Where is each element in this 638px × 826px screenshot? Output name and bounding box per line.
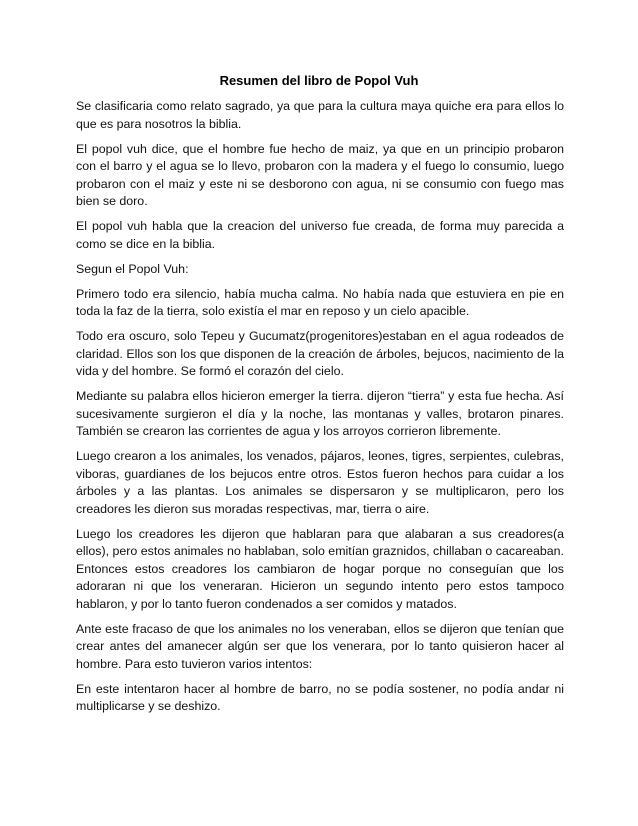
paragraph-tierra: Mediante su palabra ellos hicieron emerger la tierra. dijeron “tierra” y esta fue hecha. Así sucesivamente surgieron el día y la noche, las montanas y valles, brotaron pinares. También se crearon las corrientes de agua y los arroyos corrieron libremente. xyxy=(76,389,564,438)
paragraph-hablar: Luego los creadores les dijeron que hablaran para que alabaran a sus creadores(a ellos), pero estos animales no hablaban, solo emitían graznidos, chillaban o cacareaban. Entonces estos creadores los cambiaron de hogar porque no conseguían que los adoraran ni que los veneraran. Hicieron un segundo intento pero estos tampoco hablaron, y por lo tanto fueron condenados a ser comidos y matados. xyxy=(76,526,564,611)
paragraph-silencio: Primero todo era silencio, había mucha calma. No había nada que estuviera en pie en toda la faz de la tierra, solo existía el mar en reposo y un cielo apacible. xyxy=(76,286,564,318)
paragraph-barro: En este intentaron hacer al hombre de barro, no se podía sostener, no podía andar ni multiplicarse y se deshizo. xyxy=(76,681,564,713)
paragraph-fracaso: Ante este fracaso de que los animales no los veneraban, ellos se dijeron que tenían que crear antes del amanecer algún ser que los venerara, por lo tanto quisieron hacer al hombre. Para esto tuvieron varios intentos: xyxy=(76,621,564,671)
document-body xyxy=(76,98,564,723)
paragraph-hombre-de-maiz: El popol vuh dice, que el hombre fue hecho de maiz, ya que en un principio probaron con el barro y el agua se lo llevo, probaron con la madera y el fuego lo consumio, luego probaron con el maiz y este ni se desborono con agua, ni se consumio con fuego mas bien se doro. xyxy=(76,141,564,208)
paragraph-creacion-universo: El popol vuh habla que la creacion del universo fue creada, de forma muy parecida a como se dice en la biblia. xyxy=(76,219,564,251)
paragraph-oscuridad: Todo era oscuro, solo Tepeu y Gucumatz(progenitores)estaban en el agua rodeados de claridad. Ellos son los que disponen de la creación de árboles, bejucos, nacimiento de la vida y del hombre. Se formó el corazón del cielo. xyxy=(76,329,564,378)
paragraph-segun-popol-vuh: Segun el Popol Vuh: xyxy=(76,261,189,276)
document-title: Resumen del libro de Popol Vuh xyxy=(219,73,419,88)
paragraph-clasificacion: Se clasificaria como relato sagrado, ya que para la cultura maya quiche era para ellos lo que es para nosotros la biblia. xyxy=(76,99,564,131)
paragraph-animales: Luego crearon a los animales, los venados, pájaros, leones, tigres, serpientes, culebras, viboras, guardianes de los bejucos entre otros. Estos fueron hechos para cuidar a los árboles y a las plantas. Los animales se dispersaron y se multiplicaron, pero los creadores les dieron sus moradas respectivas, mar, tierra o aire. xyxy=(76,449,564,516)
